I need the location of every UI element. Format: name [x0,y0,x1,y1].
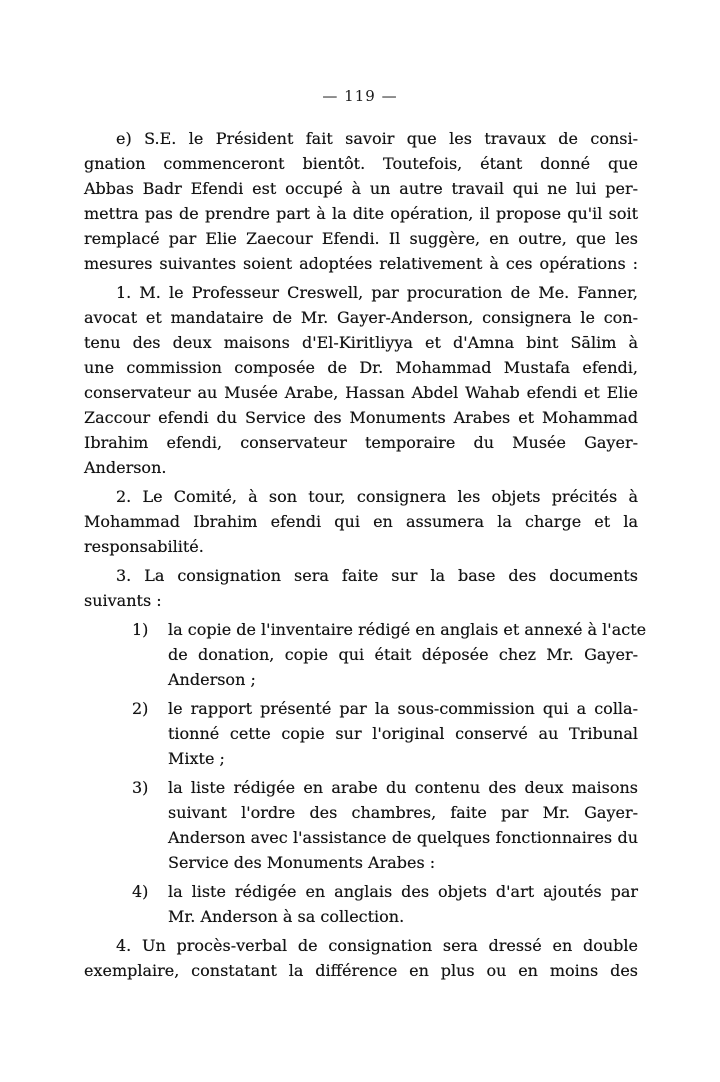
text-line: mesures suivantes soient adoptées relativement à ces opérations : [84,254,638,273]
text-line: Ibrahim efendi, conservateur temporaire du Musée Gayer- [84,433,638,452]
text-line: e) S.E. le Président fait savoir que les travaux de consi- [116,129,638,148]
list-item-number: 2) [132,699,149,718]
text-line: Anderson avec l'assistance de quelques fonctionnaires du [168,828,638,847]
list-item-1 [84,617,647,692]
list-item-number: 4) [132,882,149,901]
text-line: Mohammad Ibrahim efendi qui en assumera la charge et la [84,512,638,531]
list-item-4 [84,879,638,929]
paragraph-4 [84,933,638,983]
text-line: mettra pas de prendre part à la dite opération, il propose qu'il soit [84,204,638,223]
paragraph-e [84,126,638,276]
text-line: la copie de l'inventaire rédigé en anglais et annexé à l'acte [168,620,647,639]
page-number: — 119 — [322,87,398,105]
text-line: Zaccour efendi du Service des Monuments Arabes et Mohammad [84,408,638,427]
text-line: Anderson. [84,458,167,477]
list-item-2 [84,696,638,771]
text-line: Mixte ; [168,749,225,768]
paragraph-1 [84,280,638,480]
text-line: conservateur au Musée Arabe, Hassan Abdel Wahab efendi et Elie [84,383,638,402]
list-item-3 [84,775,638,875]
text-line: 3. La consignation sera faite sur la base des documents [116,566,638,585]
text-line: remplacé par Elie Zaecour Efendi. Il suggère, en outre, que les [84,229,638,248]
text-line: Mr. Anderson à sa collection. [168,907,405,926]
paragraph-3 [84,563,638,613]
text-line: de donation, copie qui était déposée chez Mr. Gayer- [168,645,638,664]
text-line: gnation commenceront bientôt. Toutefois, étant donné que [84,154,638,173]
text-line: responsabilité. [84,537,204,556]
text-line: exemplaire, constatant la différence en plus ou en moins des [84,961,638,980]
text-line: suivant l'ordre des chambres, faite par Mr. Gayer- [168,803,638,822]
body-text [84,126,647,983]
text-line: Anderson ; [168,670,256,689]
text-line: 1. M. le Professeur Creswell, par procuration de Me. Fanner, [116,283,638,302]
text-line: avocat et mandataire de Mr. Gayer-Anderson, consignera le con- [84,308,638,327]
text-line: le rapport présenté par la sous-commission qui a colla- [168,699,638,718]
text-line: la liste rédigée en anglais des objets d'art ajoutés par [168,882,638,901]
text-line: tenu des deux maisons d'El-Kiritliyya et d'Amna bint Sālim à [84,333,638,352]
paragraph-2 [84,484,638,559]
text-line: Service des Monuments Arabes : [168,853,436,872]
text-line: suivants : [84,591,162,610]
text-line: tionné cette copie sur l'original conservé au Tribunal [168,724,638,743]
list-item-number: 3) [132,778,149,797]
list-item-number: 1) [132,620,149,639]
text-line: une commission composée de Dr. Mohammad Mustafa efendi, [84,358,638,377]
text-line: 2. Le Comité, à son tour, consignera les objets précités à [116,487,638,506]
text-line: la liste rédigée en arabe du contenu des deux maisons [168,778,638,797]
text-line: 4. Un procès-verbal de consignation sera dressé en double [116,936,638,955]
text-line: Abbas Badr Efendi est occupé à un autre travail qui ne lui per- [84,179,638,198]
